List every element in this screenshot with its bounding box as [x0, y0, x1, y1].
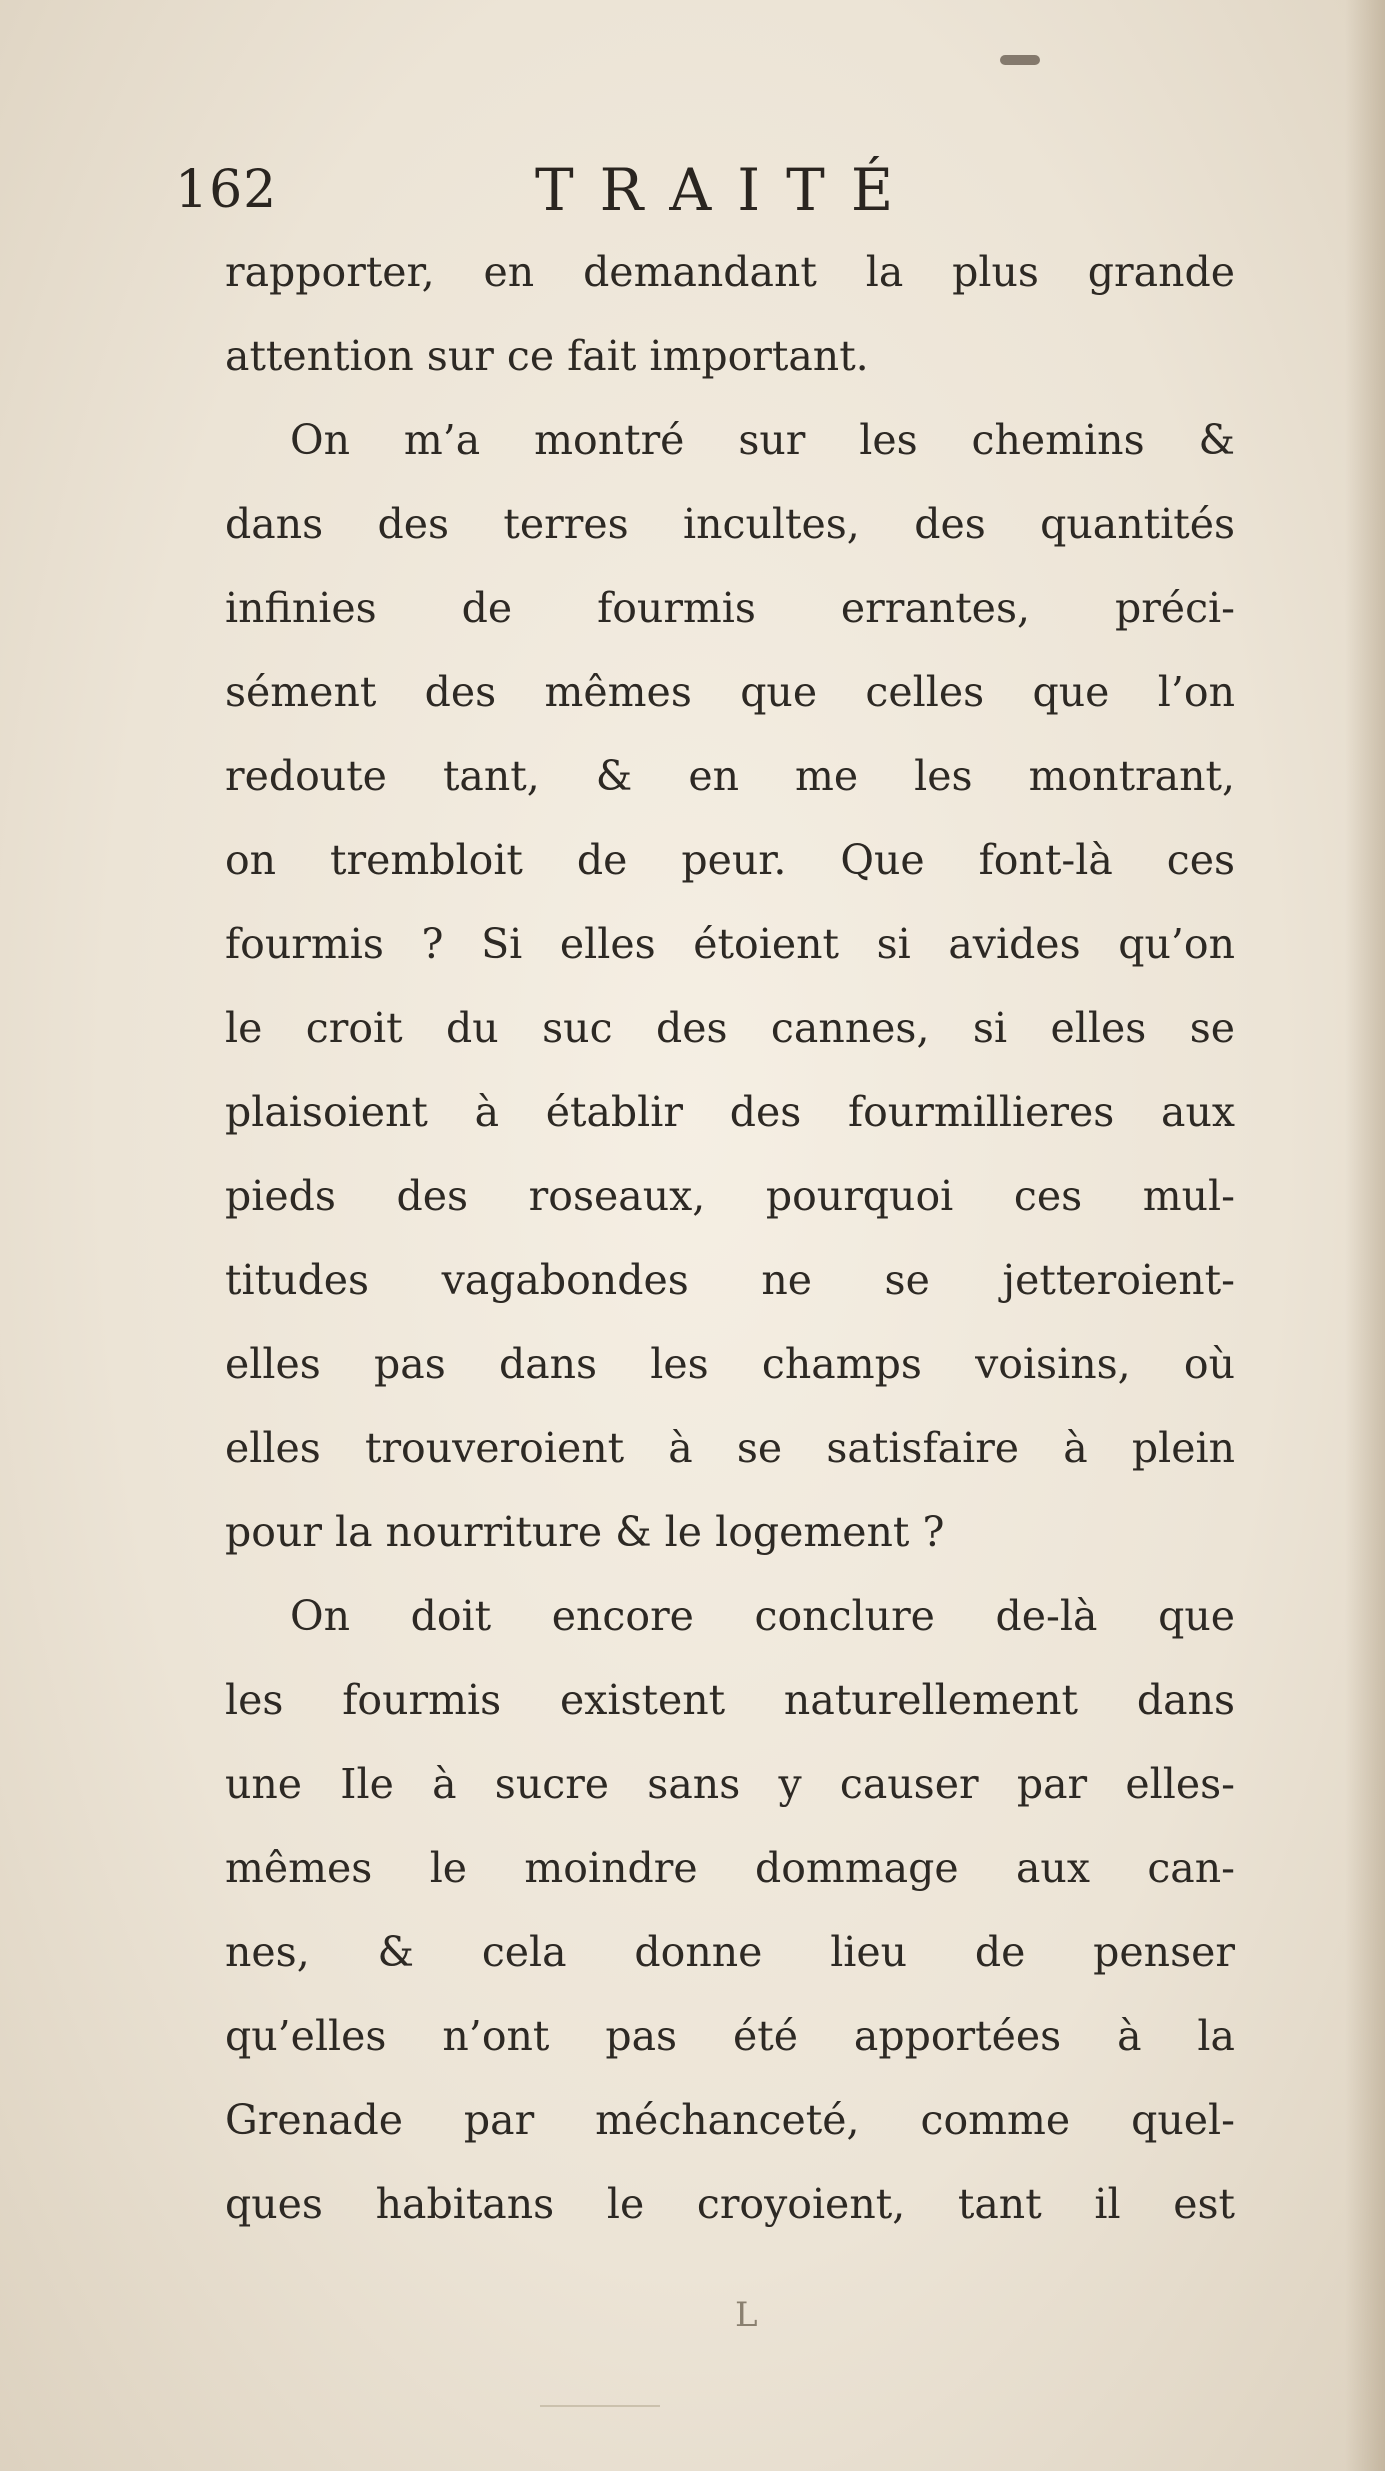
text-line: rapporter, en demandant la plus grande: [225, 248, 1235, 296]
text-line: ques habitans le croyoient, tant il est: [225, 2180, 1235, 2228]
text-line: on trembloit de peur. Que font-là ces: [225, 836, 1235, 884]
text-line: redoute tant, & en me les montrant,: [225, 752, 1235, 800]
text-line: dans des terres incultes, des quantités: [225, 500, 1235, 548]
text-line: On m’a montré sur les chemins &: [290, 416, 1235, 464]
text-line: titudes vagabondes ne se jetteroient-: [225, 1256, 1235, 1304]
text-line: sément des mêmes que celles que l’on: [225, 668, 1235, 716]
text-line: pieds des roseaux, pourquoi ces mul-: [225, 1172, 1235, 1220]
text-line: elles trouveroient à se satisfaire à plein: [225, 1424, 1235, 1472]
text-line: Grenade par méchanceté, comme quel-: [225, 2096, 1235, 2144]
text-line: nes, & cela donne lieu de penser: [225, 1928, 1235, 1976]
page-header: [175, 150, 1235, 230]
body-text: [225, 230, 1235, 2246]
ink-smudge: [1000, 55, 1040, 65]
text-line: une Ile à sucre sans y causer par elles-: [225, 1760, 1235, 1808]
text-line: elles pas dans les champs voisins, où: [225, 1340, 1235, 1388]
text-line: attention sur ce fait important.: [225, 332, 869, 380]
text-line: qu’elles n’ont pas été apportées à la: [225, 2012, 1235, 2060]
text-line: fourmis ? Si elles étoient si avides qu’on: [225, 920, 1235, 968]
paragraph-3: [225, 1574, 1235, 2246]
page-number: 162: [175, 160, 278, 220]
paragraph-2: [225, 398, 1235, 1574]
footer-rule: [540, 2405, 660, 2407]
text-line: les fourmis existent naturellement dans: [225, 1676, 1235, 1724]
text-line: plaisoient à établir des fourmillieres aux: [225, 1088, 1235, 1136]
text-line: infinies de fourmis errantes, préci-: [225, 584, 1235, 632]
text-line: mêmes le moindre dommage aux can-: [225, 1844, 1235, 1892]
running-title: TRAITÉ: [535, 156, 920, 224]
paragraph-1: [225, 230, 1235, 398]
text-line: pour la nourriture & le logement ?: [225, 1508, 945, 1556]
text-line: le croit du suc des cannes, si elles se: [225, 1004, 1235, 1052]
signature-mark: L: [735, 2295, 758, 2335]
text-line: On doit encore conclure de-là que: [290, 1592, 1235, 1640]
